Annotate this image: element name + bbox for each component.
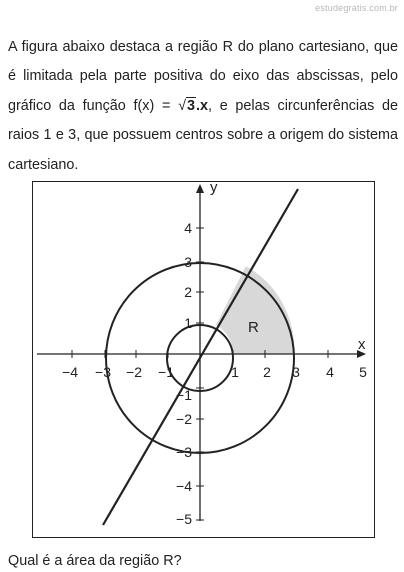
x-tick-label: −2: [126, 364, 142, 380]
y-tick-label: −3: [176, 444, 192, 460]
y-tick-label: −4: [176, 478, 192, 494]
x-tick-label: 4: [326, 364, 334, 380]
y-tick-label: −2: [176, 411, 192, 427]
x-tick-label: −1: [158, 364, 174, 380]
y-tick-label: 2: [184, 284, 192, 300]
cartesian-figure: [32, 181, 375, 538]
x-tick-label: −3: [95, 364, 111, 380]
question-intro: A figura abaixo destaca a região R do plano cartesiano, que é limitada pela parte positiva do eixo das abscissas, pelo gráfico da função f(x) =: [8, 39, 398, 114]
y-tick-label: 4: [184, 220, 192, 236]
x-tick-label: 3: [292, 364, 300, 380]
x-tick-labels: [62, 364, 367, 380]
y-axis-label: y: [210, 181, 218, 196]
x-tick-label: −4: [62, 364, 78, 380]
figure-frame: [33, 182, 375, 538]
x-tick-label: 5: [359, 364, 367, 380]
site-watermark: estudegratis.com.br: [315, 3, 398, 13]
question-prompt: Qual é a área da região R?: [8, 553, 182, 569]
sqrt-expression: [178, 92, 208, 121]
question-outro: , e pelas circunferências de raios 1 e 3, que possuem centros sobre a origem do sistema cartesiano.: [8, 97, 398, 173]
y-tick-label: 1: [184, 315, 192, 331]
x-axis-label: x: [358, 336, 366, 353]
x-tick-label: 1: [231, 364, 239, 380]
y-tick-label: 3: [184, 254, 192, 270]
sqrt-radicand: 3: [186, 97, 195, 114]
sqrt-symbol: √: [178, 97, 186, 114]
y-axis-arrow: [196, 184, 204, 193]
region-label: R: [248, 319, 259, 336]
y-tick-label: −5: [176, 511, 192, 527]
y-tick-label: −1: [176, 387, 192, 403]
question-text: [8, 33, 398, 180]
x-tick-label: 2: [263, 364, 271, 380]
sqrt-suffix: .x: [196, 97, 209, 114]
